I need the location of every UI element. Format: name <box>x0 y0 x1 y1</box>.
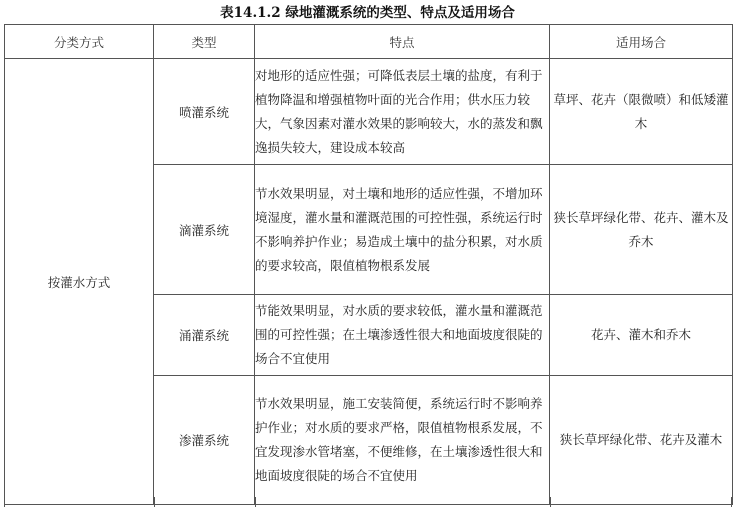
column-divider <box>550 497 551 507</box>
header-category: 分类方式 <box>5 25 154 59</box>
table-row <box>5 59 733 165</box>
header-scope: 适用场合 <box>550 25 733 59</box>
header-row <box>5 25 733 59</box>
header-type: 类型 <box>154 25 255 59</box>
type-cell: 滴灌系统 <box>154 165 255 295</box>
irrigation-table <box>4 24 733 505</box>
type-cell: 涌灌系统 <box>154 295 255 376</box>
type-cell: 渗灌系统 <box>154 376 255 505</box>
column-divider <box>255 497 256 507</box>
features-cell: 对地形的适应性强；可降低表层土壤的盐度，有利于植物降温和增强植物叶面的光合作用；供水压力较大，气象因素对灌水效果的影响较大，水的蒸发和飘逸损失较大，建设成本较高 <box>255 59 550 165</box>
type-cell: 喷灌系统 <box>154 59 255 165</box>
features-cell: 节水效果明显，对土壤和地形的适应性强，不增加环境湿度，灌水量和灌溉范围的可控性强，系统运行时不影响养护作业；易造成土壤中的盐分积累，对水质的要求较高，限值植物根系发展 <box>255 165 550 295</box>
scope-cell: 草坪、花卉（限微喷）和低矮灌木 <box>550 59 733 165</box>
header-features: 特点 <box>255 25 550 59</box>
table-caption: 表14.1.2 绿地灌溉系统的类型、特点及适用场合 <box>220 5 515 21</box>
scope-cell: 花卉、灌木和乔木 <box>550 295 733 376</box>
category-cell: 按灌水方式 <box>5 59 154 505</box>
features-cell: 节能效果明显，对水质的要求较低，灌水量和灌溉范围的可控性强；在土壤渗透性很大和地面坡度很陡的场合不宜使用 <box>255 295 550 376</box>
scope-cell: 狭长草坪绿化带、花卉、灌木及乔木 <box>550 165 733 295</box>
scope-cell: 狭长草坪绿化带、花卉及灌木 <box>550 376 733 505</box>
column-divider <box>154 497 155 507</box>
table-continuation <box>4 497 732 507</box>
features-cell: 节水效果明显，施工安装简便，系统运行时不影响养护作业；对水质的要求严格，限值植物根系发展，不宜发现渗水管堵塞，不便维修，在土壤渗透性很大和地面坡度很陡的场合不宜使用 <box>255 376 550 505</box>
